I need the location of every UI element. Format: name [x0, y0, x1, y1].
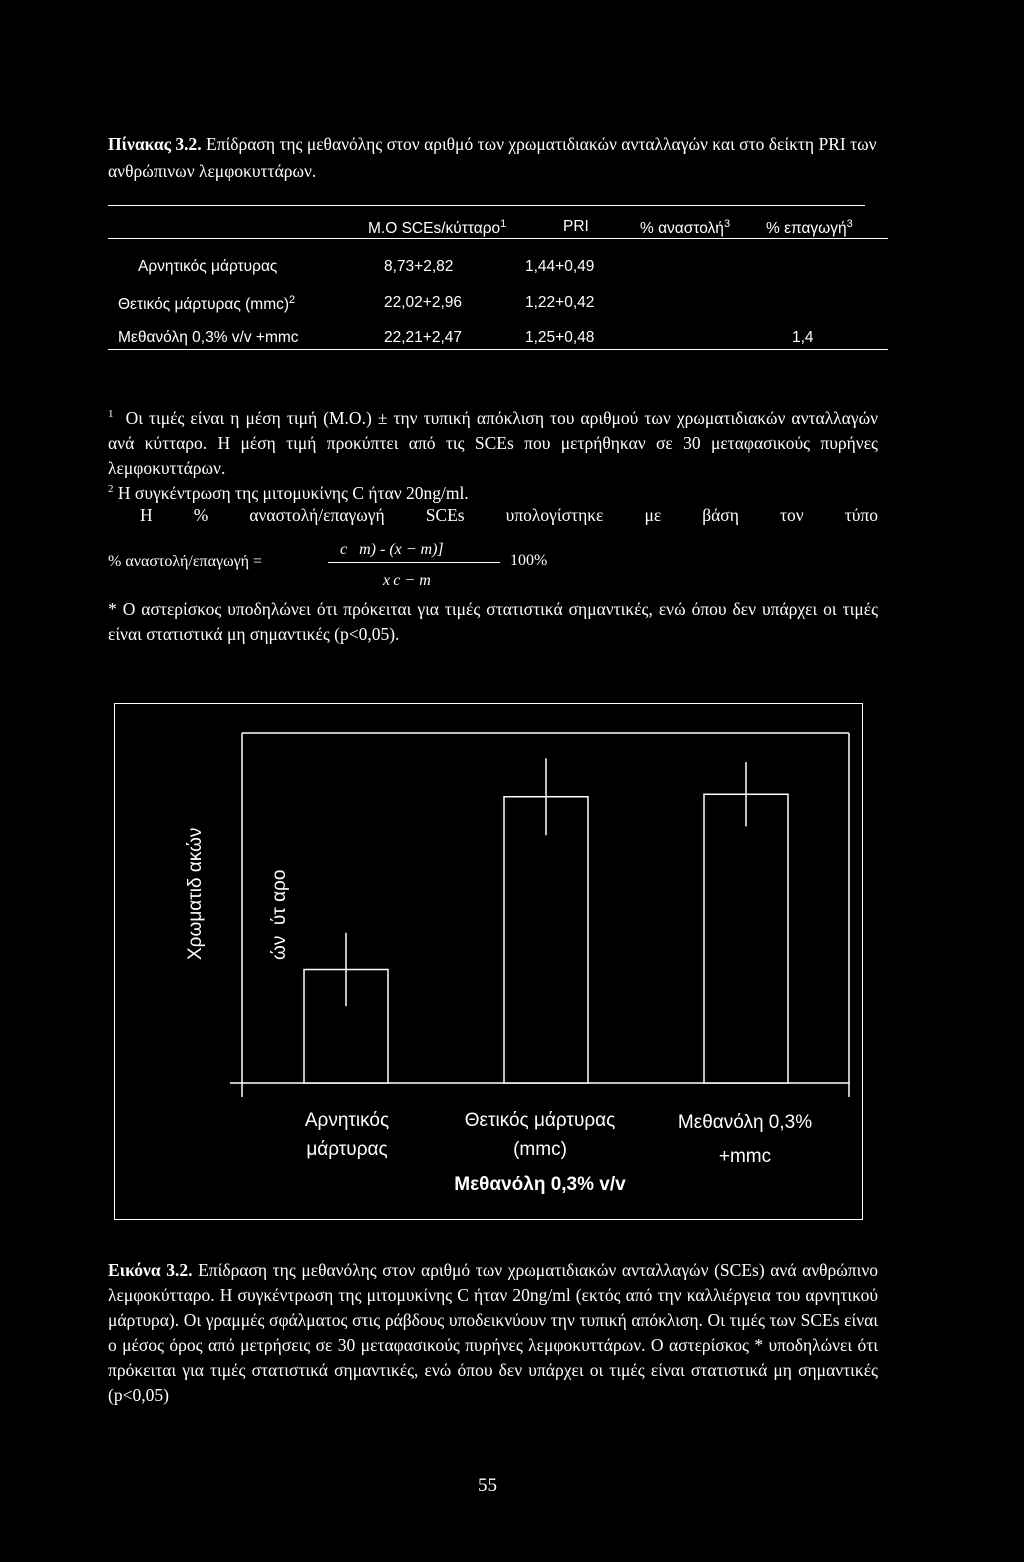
table-row-label: Μεθανόλη 0,3% v/v +mmc: [118, 329, 299, 346]
x-tick-label-positive: Θετικός μάρτυρας (mmc): [464, 1110, 616, 1160]
note-2: $^2$ Η συγκέντρωση της μιτομυκίνης C ήταν 20ng/ml.: [108, 482, 469, 503]
x-tick-label-bold: Μεθανόλη 0,3% v/v: [454, 1174, 626, 1195]
note-1: $^1$ Οι τιμές είναι η μέση τιμή (Μ.Ο.) ± την τυπική απόκλιση του αριθμού των χρωματιδιακών ανταλλαγών ανά κύτταρο. Η μέση τιμή προκύπτει από τις SCEs που μετρήθηκαν σε 30 μεταφασικούς πυρήνες λεμφοκυττάρων.: [108, 407, 879, 478]
table-header-pri: PRI: [563, 218, 589, 235]
table-caption-text: Επίδραση της μεθανόλης στον αριθμό των χρωματιδιακών ανταλλαγών και στο δείκτη PRI των ανθρώπινων λεμφοκυττάρων.: [108, 134, 877, 181]
x-tick-label-negative: Αρνητικός μάρτυρας: [304, 1110, 390, 1160]
table-cell-sce: 8,73+2,82: [384, 258, 454, 275]
y-axis-label: Χρωματιδ ακών ών ύτ αρο: [185, 827, 290, 960]
table-cell-induction: 1,4: [792, 329, 814, 346]
bar: [704, 794, 788, 1083]
note-4: * Ο αστερίσκος υποδηλώνει ότι πρόκειται για τιμές στατιστικά σημαντικές, ενώ όπου δεν υπάρχει οι τιμές είναι στατιστικά μη σημαντικές (p<0,05).: [108, 599, 878, 644]
bar: [504, 797, 588, 1083]
table-cell-pri: 1,22+0,42: [525, 294, 595, 311]
figure-caption-text: Επίδραση της μεθανόλης στον αριθμό των χρωματιδιακών ανταλλαγών (SCEs) ανά ανθρώπινο λεμφοκύτταρο. Η συγκέντρωση της μιτομυκίνης C ήταν 20ng/ml (εκτός από την καλλιέργεια του αρνητικού μάρτυρα). Οι γραμμές σφάλματος στις ράβδους υποδεικνύουν την τυπική απόκλιση. Οι τιμές των SCEs είναι ο μέσος όρος από μετρήσεις σε 30 μεταφασικούς πυρήνες λεμφοκυττάρων. Ο αστερίσκος * υποδηλώνει ότι πρόκειται για τιμές στατιστικά σημαντικές, ενώ όπου δεν υπάρχει οι τιμές είναι στατιστικά μη σημαντικές (p<0,05): [108, 1260, 878, 1405]
table-cell-sce: 22,02+2,96: [384, 294, 463, 311]
note-3: Η % αναστολή/επαγωγή SCEs υπολογίστηκε με βάση τον τύπο: [140, 505, 878, 525]
table-caption-label: Πίνακας 3.2.: [108, 134, 202, 154]
table-row-label: Θετικός μάρτυρας (mmc)$^2$: [118, 294, 296, 314]
figure-caption-label: Εικόνα 3.2.: [108, 1260, 193, 1280]
table-cell-pri: 1,25+0,48: [525, 329, 595, 346]
formula-numerator: c m) - (x − m)]: [340, 541, 444, 558]
table-cell-sce: 22,21+2,47: [384, 329, 463, 346]
formula-lhs: % αναστολή/επαγωγή =: [108, 553, 263, 570]
formula-multiplier: 100%: [510, 552, 548, 569]
x-tick-label-methanol: Μεθανόλη 0,3% +mmc: [677, 1112, 813, 1167]
table-cell-pri: 1,44+0,49: [525, 258, 595, 275]
table-header-inhibition: % αναστολή$^3$: [640, 218, 731, 238]
table-row-label: Αρνητικός μάρτυρας: [138, 258, 278, 275]
formula-denominator: x c − m: [383, 572, 431, 589]
table-header-induction: % επαγωγή$^3$: [766, 218, 853, 238]
table-header-sce: Μ.Ο SCEs/κύτταρο$^1$: [368, 218, 507, 238]
figure-caption: [108, 1258, 878, 1408]
page-number: 55: [478, 1475, 497, 1496]
